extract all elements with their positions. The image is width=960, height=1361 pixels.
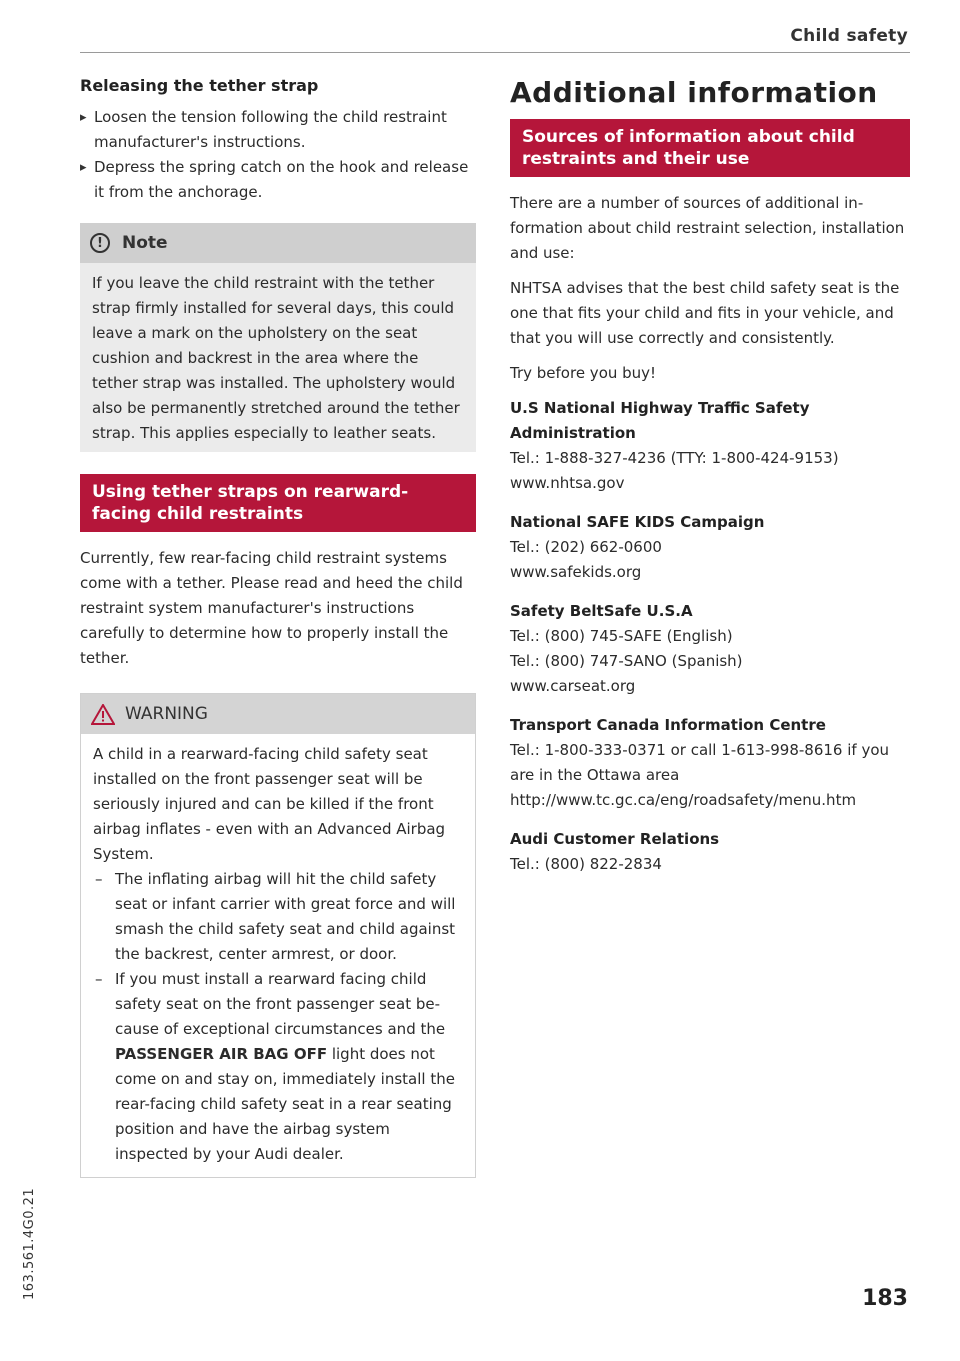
releasing-steps xyxy=(80,105,476,205)
warning-triangle-icon xyxy=(91,704,115,725)
source-link[interactable]: www.carseat.org xyxy=(510,677,636,695)
releasing-heading: Releasing the tether strap xyxy=(80,76,319,95)
info-icon: ! xyxy=(90,233,110,253)
source-name: National SAFE KIDS Campaign xyxy=(510,513,765,531)
side-code: 163.561.4G0.21 xyxy=(22,1187,37,1300)
section-title: Additional information xyxy=(510,76,878,109)
sources-intro: There are a number of sources of additional information about child restraint selection, installation and use: xyxy=(510,194,905,262)
releasing-step: ▸ Loosen the tension following the child restraint manufacturer's instructions. xyxy=(80,105,476,155)
source-line: Tel.: 1-888-327-4236 (TTY: 1-800-424-9153) xyxy=(510,449,839,467)
source-name: Transport Canada Information Centre xyxy=(510,716,826,734)
right-column xyxy=(510,76,910,891)
warning-intro: A child in a rearward-facing child safety seat installed on the front passenger seat will be seriously injured and can be killed if the front airbag inflates - even with an Advanced Airbag System. xyxy=(93,745,446,863)
source-name: U.S National Highway Traffic Safety Administration xyxy=(510,399,810,442)
left-column xyxy=(80,76,476,1200)
source-entry xyxy=(510,827,910,877)
source-name: Safety BeltSafe U.S.A xyxy=(510,602,693,620)
warning-item: – If you must install a rearward facing child safety seat on the front passenger seat because of exceptional circumstances and the PASSENGER AIR BAG OFF light does not come on and stay on, immediately install the rear-facing child safety seat in a rear seating position and have the airbag system inspected by your Audi dealer. xyxy=(93,967,463,1167)
source-link[interactable]: www.safekids.org xyxy=(510,563,642,581)
note-label: Note xyxy=(122,233,168,253)
try-before-buy: Try before you buy! xyxy=(510,364,657,382)
warning-header xyxy=(81,694,475,734)
note-text: If you leave the child restraint with the tether strap firmly installed for several days, this could leave a mark on the upholstery on the seat cushion and backrest in the area where the tether strap was installed. The upholstery would also be permanently stretched around the tether strap. This applies especially to leather seats. xyxy=(92,274,460,442)
source-entry xyxy=(510,396,910,496)
warning-item: – The inflating airbag will hit the child safety seat or infant carrier with great force and will smash the child safety seat and child against the backrest, center armrest, or door. xyxy=(93,867,463,967)
note-box xyxy=(80,223,476,452)
warning-box xyxy=(80,693,476,1178)
source-name: Audi Customer Relations xyxy=(510,830,720,848)
source-link[interactable]: http://www.tc.gc.ca/eng/roadsafety/menu.htm xyxy=(510,791,857,809)
rearward-text: Currently, few rear-facing child restraint systems come with a tether. Please read and heed the child restraint system manufacturer's instructions carefully to determine how to properly install the tether. xyxy=(80,549,463,667)
sources-heading: Sources of information about child restraints and their use xyxy=(510,119,910,177)
source-link[interactable]: www.nhtsa.gov xyxy=(510,474,625,492)
note-header xyxy=(80,223,476,263)
rearward-heading: Using tether straps on rearward-facing child restraints xyxy=(80,474,476,532)
page-number: 183 xyxy=(862,1286,908,1311)
nhtsa-advice: NHTSA advises that the best child safety seat is the one that fits your child and fits in your vehicle, and that you will use correctly and consistently. xyxy=(510,279,900,347)
source-entry xyxy=(510,713,910,813)
source-entry xyxy=(510,599,910,699)
source-line: Tel.: (800) 747-SANO (Spanish) xyxy=(510,652,743,670)
running-head: Child safety xyxy=(790,26,908,46)
airbag-off-label: PASSENGER AIR BAG OFF xyxy=(115,1045,328,1063)
source-line: Tel.: (800) 745-SAFE (English) xyxy=(510,627,733,645)
source-entry xyxy=(510,510,910,585)
source-line: Tel.: (800) 822-2834 xyxy=(510,855,662,873)
header-rule xyxy=(80,52,910,53)
warning-label: WARNING xyxy=(125,704,208,724)
source-line: Tel.: 1-800-333-0371 or call 1-613-998-8616 if you are in the Ottawa area xyxy=(510,741,889,784)
source-line: Tel.: (202) 662-0600 xyxy=(510,538,662,556)
releasing-step: ▸ Depress the spring catch on the hook and release it from the anchorage. xyxy=(80,155,476,205)
warning-list xyxy=(93,867,463,1167)
